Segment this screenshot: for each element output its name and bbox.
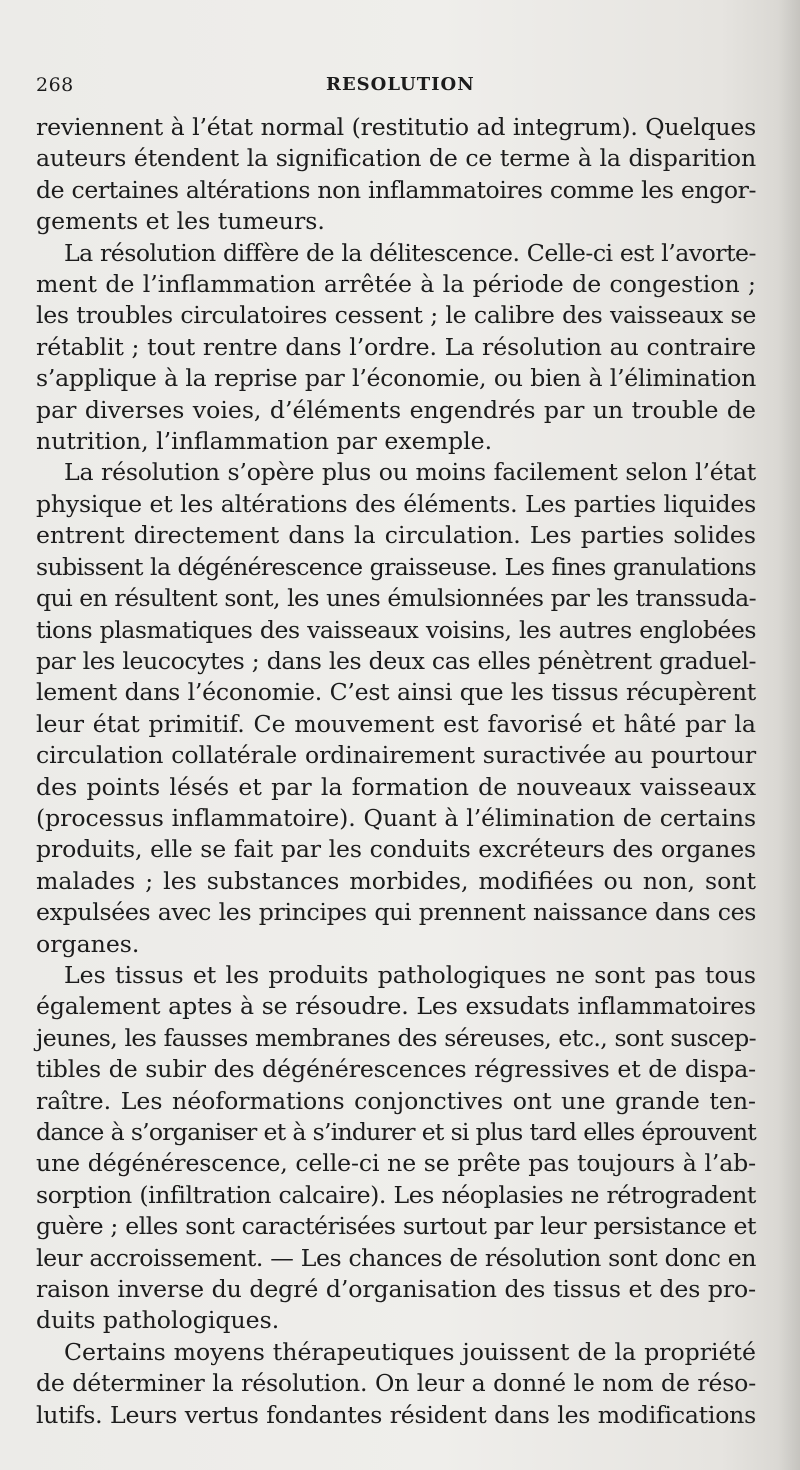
text-line: par diverses voies, d’éléments engendrés par un trouble de [36,395,756,424]
paragraph-5 [36,1337,756,1431]
text-line: produits, elle se fait par les conduits excréteurs des organes [36,835,756,864]
text-line: de certaines altérations non inflammatoires comme les engor- [36,175,756,204]
body-text [36,112,756,1431]
text-line: rétablit ; tout rentre dans l’ordre. La résolution au contraire [36,332,756,361]
text-line: guère ; elles sont caractérisées surtout par leur persistance et [36,1212,756,1241]
text-line: lement dans l’économie. C’est ainsi que les tissus récupèrent [36,678,756,707]
text-line: qui en résultent sont, les unes émulsionnées par les transsuda- [36,584,756,613]
text-line: de déterminer la résolution. On leur a donné le nom de réso- [36,1369,756,1398]
text-line: malades ; les substances morbides, modifiées ou non, sont [36,866,756,895]
text-line: auteurs étendent la signification de ce terme à la disparition [36,144,756,173]
text-line: (processus inflammatoire). Quant à l’élimination de certains [36,803,756,832]
text-line: les troubles circulatoires cessent ; le calibre des vaisseaux se [36,301,756,330]
text-line: expulsées avec les principes qui prennent naissance dans ces [36,898,756,927]
paragraph-4 [36,960,756,1337]
paragraph-1 [36,112,756,238]
text-line: ment de l’inflammation arrêtée à la période de congestion ; [36,270,756,299]
text-line: organes. [36,929,140,958]
text-line: leur état primitif. Ce mouvement est favorisé et hâté par la [36,709,756,738]
page-number: 268 [36,74,74,96]
text-line: La résolution diffère de la délitescence. Celle-ci est l’avorte- [64,238,756,267]
text-line: une dégénérescence, celle-ci ne se prête pas toujours à l’ab- [36,1149,756,1178]
running-title: RESOLUTION [326,74,475,95]
text-line: Les tissus et les produits pathologiques ne sont pas tous [64,960,756,989]
text-line: raison inverse du degré d’organisation des tissus et des pro- [36,1275,756,1304]
page-header [36,74,760,104]
text-line: des points lésés et par la formation de nouveaux vaisseaux [36,772,756,801]
text-line: s’applique à la reprise par l’économie, ou bien à l’élimination [36,364,756,393]
page-edge-shadow [778,0,800,1470]
text-line: raître. Les néoformations conjonctives ont une grande ten- [36,1086,756,1115]
text-line: gements et les tumeurs. [36,207,325,236]
text-line: reviennent à l’état normal (restitutio ad integrum). Quelques [36,113,756,141]
paragraph-2 [36,238,756,458]
text-line: entrent directement dans la circulation. Les parties solides [36,521,756,550]
text-line: dance à s’organiser et à s’indurer et si plus tard elles éprouvent [36,1118,756,1146]
text-line: par les leucocytes ; dans les deux cas elles pénètrent graduel- [36,646,756,675]
paragraph-3 [36,457,756,960]
text-line: La résolution s’opère plus ou moins facilement selon l’état [64,458,756,487]
text-line: physique et les altérations des éléments. Les parties liquides [36,489,756,518]
text-line: lutifs. Leurs vertus fondantes résident dans les modifications [36,1400,756,1429]
text-line: subissent la dégénérescence graisseuse. Les fines granulations [36,552,756,581]
text-line: jeunes, les fausses membranes des séreuses, etc., sont suscep- [36,1023,756,1052]
text-line: circulation collatérale ordinairement suractivée au pourtour [36,741,756,770]
text-line: tions plasmatiques des vaisseaux voisins, les autres englobées [36,615,756,644]
text-line: également aptes à se résoudre. Les exsudats inflammatoires [36,992,756,1021]
text-line: leur accroissement. — Les chances de résolution sont donc en [36,1243,756,1272]
text-line: tibles de subir des dégénérescences régressives et de dispa- [36,1055,756,1084]
text-line: duits pathologiques. [36,1306,280,1335]
text-line: sorption (infiltration calcaire). Les néoplasies ne rétrogradent [36,1180,756,1209]
text-line: nutrition, l’inflammation par exemple. [36,427,493,456]
text-line: Certains moyens thérapeutiques jouissent de la propriété [64,1337,756,1366]
